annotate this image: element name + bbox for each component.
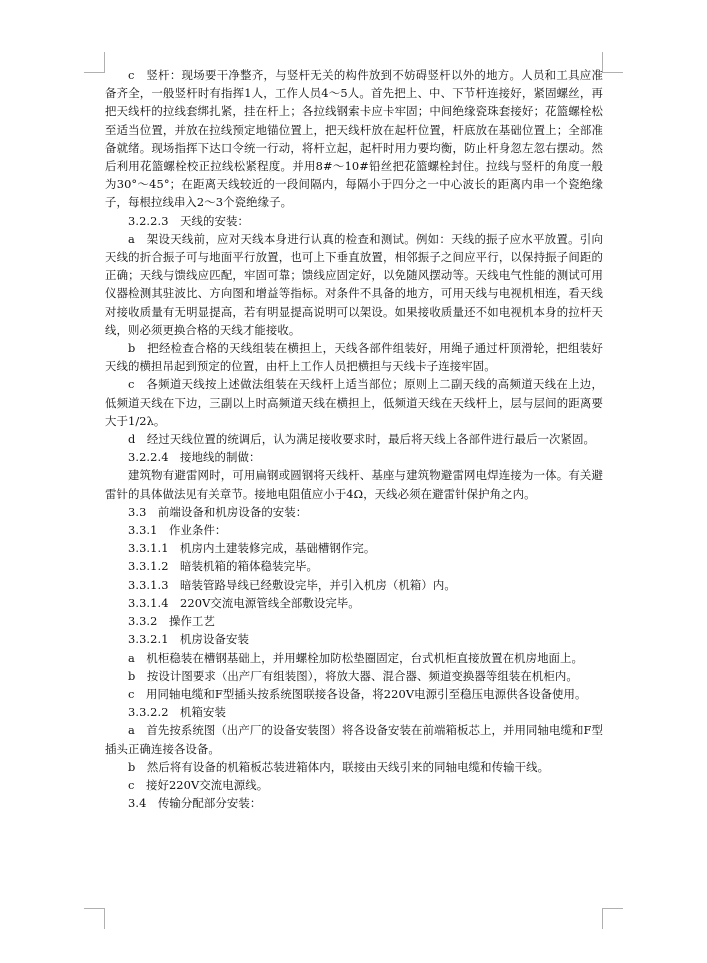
list-item: 3.3.1.2 暗装机箱的箱体稳装完毕。 bbox=[128, 559, 318, 574]
paragraph: d 经过天线位置的统调后，认为满足接收要求时，最后将天线上各部件进行最后一次紧固。 bbox=[128, 432, 596, 447]
section-heading: 3.2.2.3 天线的安装： bbox=[128, 213, 249, 228]
crop-mark-bottom-left bbox=[84, 908, 105, 929]
paragraph: c 用同轴电缆和F型插头按系统图联接各设备，将220V电源引至稳压电源供各设备使用。 bbox=[128, 686, 587, 701]
paragraph: b 按设计图要求（出产厂有组装图），将放大器、混合器、频道变换器等组装在机柜内。 bbox=[128, 668, 578, 683]
paragraph: a 首先按系统图（出产厂的设备安装图）将各设备安装在前端箱板芯上，并用同轴电缆和F型插头正确连接各设备。 bbox=[105, 723, 603, 756]
list-item: 3.3.1.1 机房内土建装修完成，基础槽钢作完。 bbox=[128, 541, 376, 556]
crop-mark-bottom-right bbox=[602, 908, 623, 929]
crop-mark-top-right bbox=[602, 52, 623, 73]
paragraph: c 接好220V交流电源线。 bbox=[128, 777, 269, 792]
crop-mark-top-left bbox=[84, 52, 105, 73]
paragraph: c 各频道天线按上述做法组装在天线杆上适当部位；原则上二副天线的高频道天线在上边，低频道天线在下边，三副以上时高频道天线在横担上，低频道天线在天线杆上，层与层间的距离要大于1/2λ。 bbox=[105, 377, 603, 428]
section-heading: 3.3.2.2 机箱安装 bbox=[128, 705, 227, 720]
paragraph: b 然后将有设备的机箱板芯装进箱体内，联接由天线引来的同轴电缆和传输干线。 bbox=[128, 759, 550, 774]
section-heading: 3.3.2 操作工艺 bbox=[128, 614, 215, 629]
paragraph: c 竖杆：现场要干净整齐，与竖杆无关的构件放到不妨碍竖杆以外的地方。人员和工具应准备齐全，一般竖杆时有指挥1人，工作人员4～5人。首先把上、中、下节杆连接好，紧固螺丝，再把天线杆的拉线套绑扎紧，挂在杆上；各拉线钢索卡应卡牢固；中间绝缘瓷珠套接好；花篮螺栓松至适当位置，并放在拉线预定地锚位置上，把天线杆放在起杆位置，杆底放在基础位置上；全部准备就绪。现场指挥下达口令统一行动，将杆立起，起杆时用力要均衡，防止杆身忽左忽右摆动。然后利用花篮螺栓校正拉线松紧程度。并用8#～10#铅丝把花篮螺栓封住。拉线与竖杆的角度一般为30°～45°；在距离天线较近的一段间隔内，每隔小于四分之一中心波长的距离内串一个瓷绝缘子，每根拉线串入2～3个瓷绝缘子。 bbox=[105, 68, 603, 210]
section-heading: 3.2.2.4 接地线的制做： bbox=[128, 450, 261, 465]
paragraph: a 架设天线前，应对天线本身进行认真的检查和测试。例如：天线的振子应水平放置。引向天线的折合振子可与地面平行放置，也可上下垂直放置，相邻振子之间应平行，以保持振子间距的正确；天线与馈线应匹配，牢固可靠；馈线应固定好，以免随风摆动等。天线电气性能的测试可用仪器检测其驻波比、方向图和增益等指标。对条件不具备的地方，可用天线与电视机相连，看天线对接收质量有无明显提高，若有明显提高说明可以架设。如果接收质量还不如电视机本身的拉杆天线，则必须更换合格的天线才能接收。 bbox=[105, 231, 603, 337]
paragraph: 建筑物有避雷网时，可用扁钢或圆钢将天线杆、基座与建筑物避雷网电焊连接为一体。有关避雷针的具体做法见有关章节。接地电阻值应小于4Ω，天线必须在避雷针保护角之内。 bbox=[105, 468, 603, 501]
section-heading: 3.3.1 作业条件： bbox=[128, 523, 227, 538]
paragraph: b 把经检查合格的天线组装在横担上，天线各部件组装好，用绳子通过杆顶滑轮，把组装好天线的横担吊起到预定的位置，由杆上工作人员把横担与天线卡子连接牢固。 bbox=[105, 341, 603, 374]
section-heading: 3.3.2.1 机房设备安装 bbox=[128, 632, 249, 647]
section-heading: 3.3 前端设备和机房设备的安装： bbox=[128, 504, 308, 519]
section-heading: 3.4 传输分配部分安装： bbox=[128, 796, 262, 811]
document-body bbox=[105, 66, 603, 812]
list-item: 3.3.1.4 220V交流电源管线全部敷设完毕。 bbox=[128, 595, 360, 610]
paragraph: a 机柜稳装在槽钢基础上，并用螺栓加防松垫圈固定，台式机柜直接放置在机房地面上。 bbox=[128, 650, 584, 665]
list-item: 3.3.1.3 暗装管路导线已经敷设完毕，并引入机房（机箱）内。 bbox=[128, 577, 456, 592]
